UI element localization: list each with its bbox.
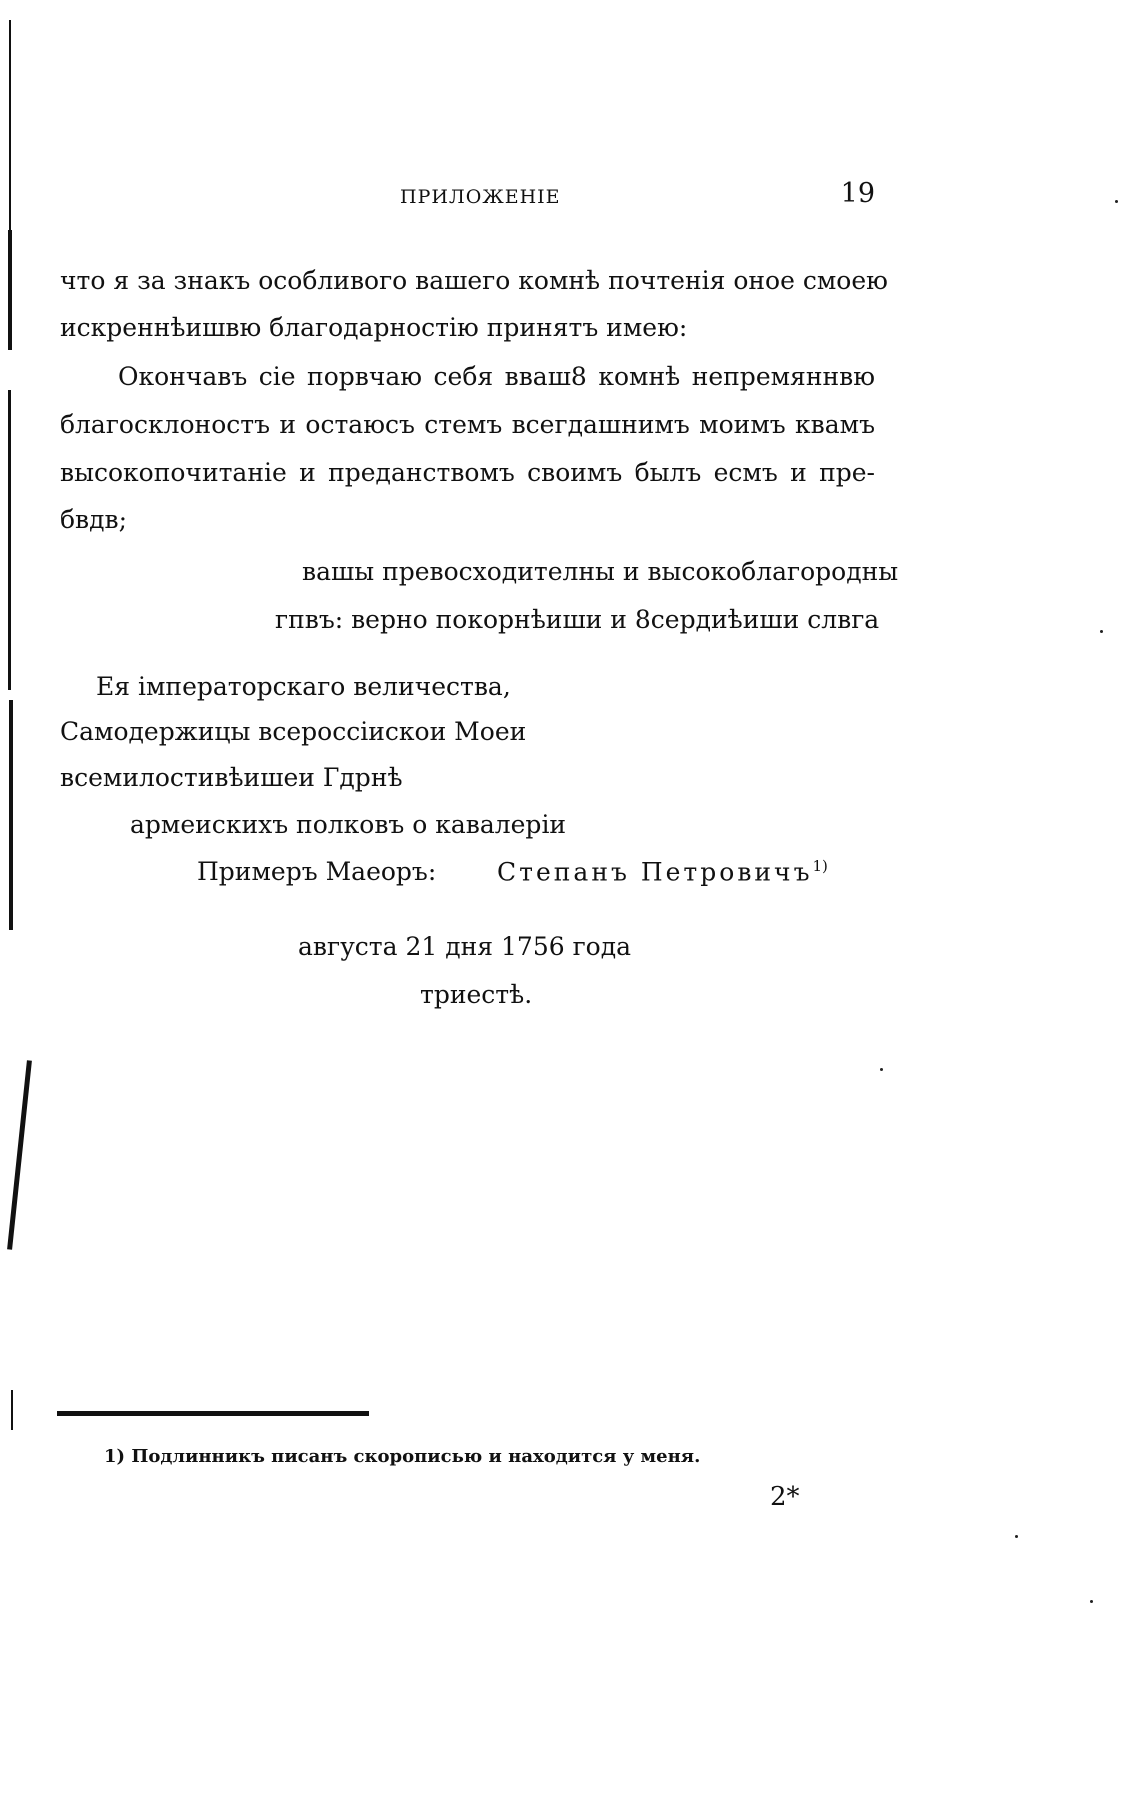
signature-line: армеискихъ полковъ о кавалерiи	[130, 810, 567, 839]
body-line: благосклоностъ и остаюсъ стемъ всегдашнимъ моимъ квамъ	[60, 410, 875, 439]
place-line: триестѣ.	[420, 980, 533, 1009]
body-line: Окончавъ сiе порвчаю себя вваш8 комнѣ непремяннвю	[118, 362, 875, 391]
body-line: высокопочитанiе и преданствомъ своимъ былъ есмъ и пре-	[60, 458, 875, 487]
footnote-rule	[57, 1411, 369, 1416]
closing-line: гпвъ: верно покорнѣиши и 8сердиѣиши слвга	[275, 605, 880, 634]
closing-line: вашы превосходителны и высокоблагородны	[302, 557, 899, 586]
page-header	[60, 178, 875, 218]
signature-line: Самодержицы всероссiискои Моеи	[60, 717, 527, 746]
footnote	[104, 1446, 700, 1467]
signature-line: Ея iмператорскаго величества,	[96, 672, 511, 701]
signature-name-line	[497, 857, 828, 887]
scan-edge-artifacts	[0, 0, 30, 1793]
body-line: что я за знакъ особливого вашего комнѣ почтенiя оное смоею	[60, 266, 888, 295]
date-line: августа 21 дня 1756 года	[298, 932, 632, 961]
footnote-reference: 1)	[812, 857, 828, 875]
signature-line: всемилостивѣишеи Гдрнѣ	[60, 763, 403, 792]
running-head: ПРИЛОЖЕНIЕ	[400, 186, 561, 208]
signature-rank: Примеръ Маеоръ:	[197, 857, 437, 886]
signature-name: Степанъ Петровичъ	[497, 857, 813, 887]
page-number: 19	[840, 178, 875, 209]
body-line: бвдв;	[60, 505, 128, 534]
body-line: искреннѣишвю благодарностiю принятъ имею:	[60, 313, 688, 342]
footnote-text: Подлинникъ писанъ скорописью и находится у меня.	[131, 1446, 701, 1467]
footnote-marker: 1)	[104, 1446, 126, 1467]
printer-signature-mark: 2*	[770, 1482, 800, 1512]
